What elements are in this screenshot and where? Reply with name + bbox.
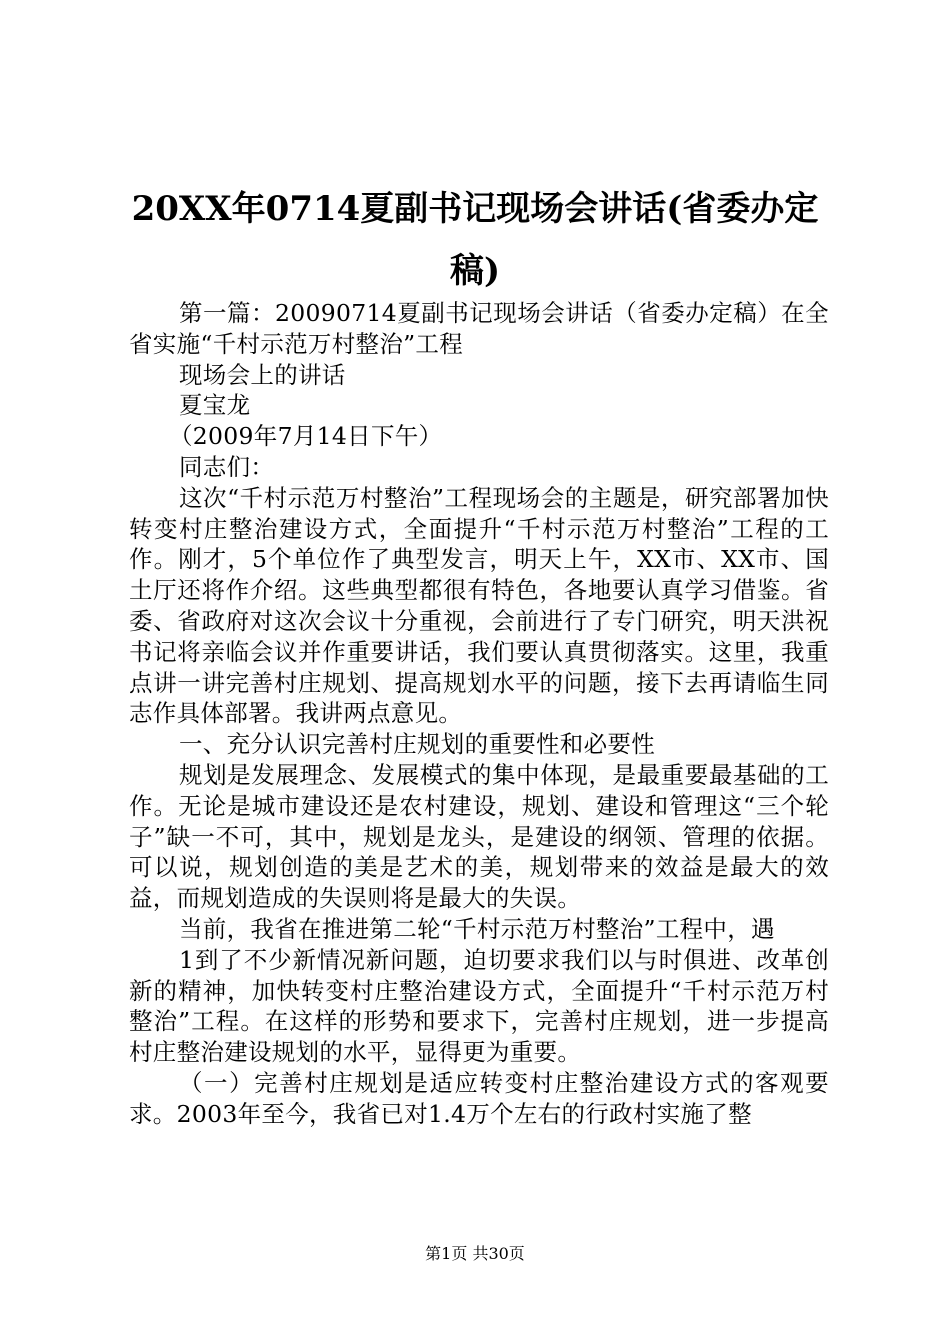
title-line-1: 20XX年0714夏副书记现场会讲话(省委办定	[131, 189, 819, 229]
paragraph-body-4: 1到了不少新情况新问题，迫切要求我们以与时俱进、改革创新的精神，加快转变村庄整治建设方式，全面提升“千村示范万村整治”工程。在这样的形势和要求下，完善村庄规划，进一步提高村庄整治建设规划的水平，显得更为重要。	[129, 945, 829, 1067]
paragraph-greeting: 同志们：	[179, 452, 275, 481]
page-footer: 第1页 共30页	[425, 1244, 525, 1263]
paragraph-heading-intro: 第一篇：20090714夏副书记现场会讲话（省委办定稿）在全省实施“千村示范万村整治”工程	[129, 299, 829, 358]
paragraph-speaker: 夏宝龙	[179, 391, 251, 420]
document-body	[129, 298, 829, 1130]
paragraph-body-5: （一）完善村庄规划是适应转变村庄整治建设方式的客观要求。2003年至今，我省已对1.4万个左右的行政村实施了整	[129, 1068, 829, 1128]
paragraph-date: （2009年7月14日下午）	[169, 422, 443, 451]
paragraph-body-2: 规划是发展理念、发展模式的集中体现，是最重要最基础的工作。无论是城市建设还是农村建设，规划、建设和管理这“三个轮子”缺一不可，其中，规划是龙头，是建设的纲领、管理的依据。可以说，规划创造的美是艺术的美，规划带来的效益是最大的效益，而规划造成的失误则将是最大的失误。	[129, 760, 829, 913]
paragraph-body-1: 这次“千村示范万村整治”工程现场会的主题是，研究部署加快转变村庄整治建设方式，全面提升“千村示范万村整治”工程的工作。刚才，5个单位作了典型发言，明天上午，XX市、XX市、国土厅还将作介绍。这些典型都很有特色，各地要认真学习借鉴。省委、省政府对这次会议十分重视，会前进行了专门研究，明天洪祝书记将亲临会议并作重要讲话，我们要认真贯彻落实。这里，我重点讲一讲完善村庄规划、提高规划水平的问题，接下去再请临生同志作具体部署。我讲两点意见。	[129, 483, 829, 728]
title-line-2: 稿)	[449, 251, 501, 291]
document-title	[120, 178, 830, 302]
paragraph-body-3: 当前，我省在推进第二轮“千村示范万村整治”工程中，遇	[179, 914, 775, 943]
paragraph-speech-title: 现场会上的讲话	[179, 360, 346, 389]
paragraph-section-heading-1: 一、充分认识完善村庄规划的重要性和必要性	[179, 730, 655, 759]
